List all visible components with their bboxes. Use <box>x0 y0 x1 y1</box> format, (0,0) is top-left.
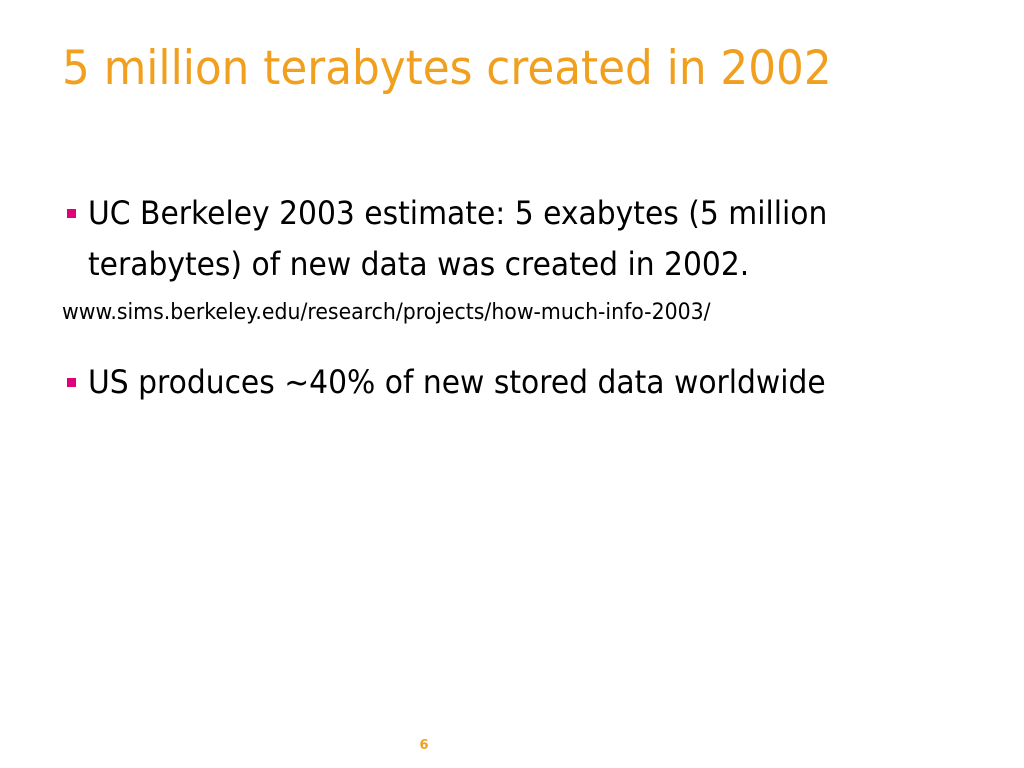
square-bullet-icon <box>67 209 76 218</box>
slide-title: 5 million terabytes created in 2002 <box>62 41 832 96</box>
page-number: 6 <box>419 738 429 753</box>
bullet-item <box>64 188 984 290</box>
square-bullet-icon <box>67 378 76 387</box>
bullet-text: US produces ~40% of new stored data worldwide <box>88 363 826 401</box>
bullet-text: UC Berkeley 2003 estimate: 5 exabytes (5 million terabytes) of new data was created in 2002. <box>88 194 828 283</box>
bullet-item <box>64 357 984 408</box>
source-url: www.sims.berkeley.edu/research/projects/how-much-info-2003/ <box>62 300 711 325</box>
